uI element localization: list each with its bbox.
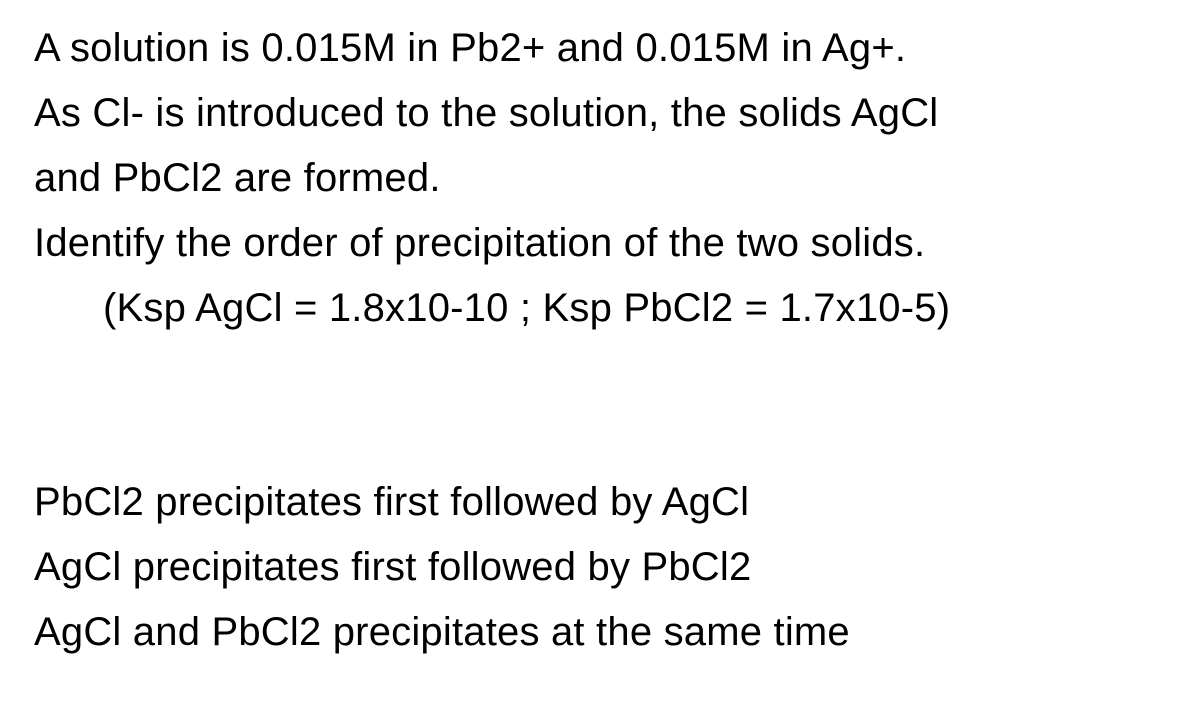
answer-option-3[interactable]: AgCl and PbCl2 precipitates at the same time [34,610,850,654]
question-line-3: and PbCl2 are formed. [34,156,441,200]
question-line-4: Identify the order of precipitation of the two solids. [34,221,926,265]
answer-option-2[interactable]: AgCl precipitates first followed by PbCl2 [34,545,752,589]
question-line-1: A solution is 0.015M in Pb2+ and 0.015M in Ag+. [34,26,907,70]
ksp-values: (Ksp AgCl = 1.8x10-10 ; Ksp PbCl2 = 1.7x10-5) [103,286,951,330]
question-line-2: As Cl- is introduced to the solution, the solids AgCl [34,91,939,135]
answer-option-1[interactable]: PbCl2 precipitates first followed by AgCl [34,480,750,524]
